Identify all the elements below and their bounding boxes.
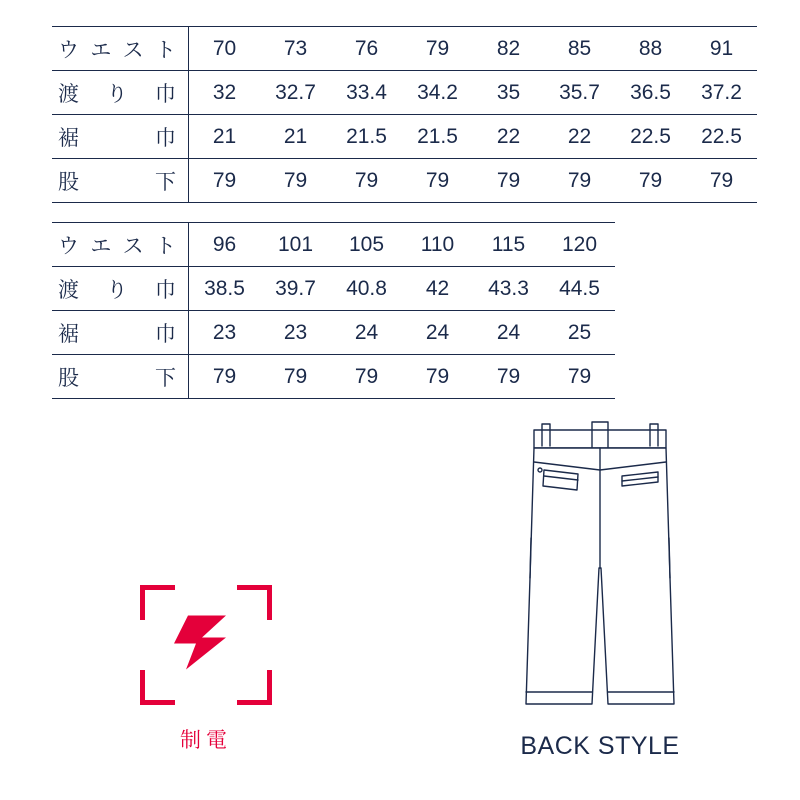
cell-value: 73: [260, 27, 331, 71]
cell-empty: [615, 223, 686, 267]
table-row: [52, 115, 757, 159]
table-row: [52, 71, 757, 115]
cell-value: 79: [260, 355, 331, 399]
label-char: ト: [154, 234, 176, 258]
row-label-thigh-width: [52, 267, 189, 311]
cell-empty: [686, 355, 757, 399]
cell-value: 79: [544, 159, 615, 203]
row-label-thigh-width: [52, 71, 189, 115]
cell-empty: [615, 311, 686, 355]
cell-value: 88: [615, 27, 686, 71]
label-char: 裾: [58, 126, 79, 150]
cell-empty: [615, 355, 686, 399]
label-char: ウ: [58, 234, 79, 258]
lightning-bolt-icon: [168, 610, 244, 681]
cell-value: 21.5: [331, 115, 402, 159]
cell-empty: [686, 311, 757, 355]
cell-value: 79: [402, 159, 473, 203]
cell-empty: [686, 223, 757, 267]
cell-value: 22: [544, 115, 615, 159]
cell-value: 115: [473, 223, 544, 267]
cell-value: 91: [686, 27, 757, 71]
antistatic-mark: [140, 585, 272, 705]
size-table-small: [52, 26, 757, 203]
cell-value: 38.5: [189, 267, 261, 311]
cell-value: 35: [473, 71, 544, 115]
row-label-hem-width: [52, 311, 189, 355]
cell-empty: [615, 267, 686, 311]
back-style-label: BACK STYLE: [520, 732, 680, 760]
table-row: [52, 355, 757, 399]
label-char: 巾: [155, 278, 176, 302]
antistatic-label: 制電: [180, 729, 232, 752]
label-char: ス: [122, 38, 144, 62]
label-char: 下: [155, 366, 176, 390]
trousers-back-view-icon: [500, 418, 700, 718]
label-char: り: [106, 278, 128, 302]
label-char: 渡: [58, 82, 79, 106]
cell-value: 79: [402, 355, 473, 399]
cell-value: 21: [189, 115, 261, 159]
label-char: ウ: [58, 38, 79, 62]
cell-value: 79: [473, 159, 544, 203]
table-row: [52, 267, 757, 311]
label-char: 巾: [155, 126, 176, 150]
cell-value: 105: [331, 223, 402, 267]
cell-value: 82: [473, 27, 544, 71]
label-char: り: [106, 82, 128, 106]
table-row: [52, 159, 757, 203]
cell-value: 25: [544, 311, 615, 355]
table-row: [52, 223, 757, 267]
cell-value: 76: [331, 27, 402, 71]
cell-value: 21.5: [402, 115, 473, 159]
size-table-large: [52, 222, 757, 399]
cell-value: 101: [260, 223, 331, 267]
cell-value: 21: [260, 115, 331, 159]
table-row: [52, 311, 757, 355]
row-label-waist: [52, 27, 189, 71]
cell-value: 33.4: [331, 71, 402, 115]
cell-value: 40.8: [331, 267, 402, 311]
cell-value: 70: [189, 27, 261, 71]
cell-value: 43.3: [473, 267, 544, 311]
label-char: 渡: [58, 278, 79, 302]
label-char: 股: [58, 366, 79, 390]
cell-value: 79: [331, 355, 402, 399]
cell-empty: [686, 267, 757, 311]
cell-value: 79: [260, 159, 331, 203]
cell-value: 44.5: [544, 267, 615, 311]
cell-value: 79: [331, 159, 402, 203]
label-char: 股: [58, 170, 79, 194]
cell-value: 79: [189, 159, 261, 203]
cell-value: 23: [260, 311, 331, 355]
label-char: ス: [122, 234, 144, 258]
row-label-hem-width: [52, 115, 189, 159]
cell-value: 85: [544, 27, 615, 71]
cell-value: 23: [189, 311, 261, 355]
cell-value: 32.7: [260, 71, 331, 115]
cell-value: 39.7: [260, 267, 331, 311]
cell-value: 79: [615, 159, 686, 203]
label-char: 下: [155, 170, 176, 194]
table-row: [52, 27, 757, 71]
cell-value: 32: [189, 71, 261, 115]
cell-value: 79: [686, 159, 757, 203]
cell-value: 22.5: [615, 115, 686, 159]
cell-value: 24: [473, 311, 544, 355]
cell-value: 79: [544, 355, 615, 399]
label-char: 裾: [58, 322, 79, 346]
cell-value: 22: [473, 115, 544, 159]
cell-value: 79: [473, 355, 544, 399]
cell-value: 22.5: [686, 115, 757, 159]
label-char: エ: [90, 234, 112, 258]
label-char: エ: [90, 38, 112, 62]
row-label-inseam: [52, 159, 189, 203]
cell-value: 120: [544, 223, 615, 267]
label-char: 巾: [155, 82, 176, 106]
cell-value: 110: [402, 223, 473, 267]
cell-value: 24: [402, 311, 473, 355]
cell-value: 34.2: [402, 71, 473, 115]
cell-value: 36.5: [615, 71, 686, 115]
cell-value: 96: [189, 223, 261, 267]
cell-value: 79: [402, 27, 473, 71]
row-label-inseam: [52, 355, 189, 399]
row-label-waist: [52, 223, 189, 267]
label-char: ト: [154, 38, 176, 62]
cell-value: 35.7: [544, 71, 615, 115]
cell-value: 37.2: [686, 71, 757, 115]
label-char: 巾: [155, 322, 176, 346]
cell-value: 42: [402, 267, 473, 311]
cell-value: 24: [331, 311, 402, 355]
cell-value: 79: [189, 355, 261, 399]
